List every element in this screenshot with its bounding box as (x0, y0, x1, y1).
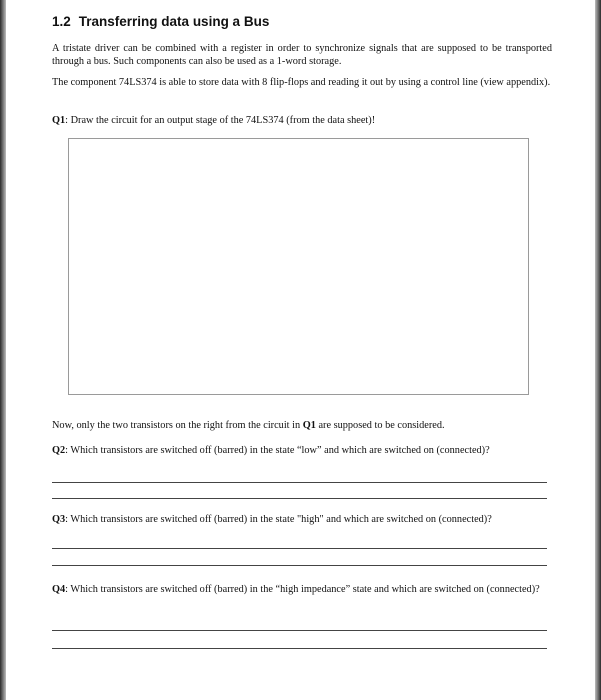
section-title: Transferring data using a Bus (78, 14, 270, 29)
note-text-after: are supposed to be considered. (315, 420, 445, 431)
q2-label: Q2 (52, 445, 66, 456)
q3-label: Q3 (52, 514, 66, 525)
q2-text: : Which transistors are switched off (barred) in the state “low” and which are switched on (connected)? (65, 445, 490, 456)
q3-answer-line-1[interactable] (52, 548, 547, 549)
page-frame-left (0, 0, 6, 700)
section-heading (52, 14, 269, 29)
note-paragraph (52, 419, 552, 433)
note-ref: Q1 (302, 420, 316, 431)
question-q4 (52, 583, 552, 597)
q1-answer-drawing-box[interactable] (68, 138, 529, 395)
q1-label: Q1 (52, 115, 66, 126)
q2-answer-line-1[interactable] (52, 482, 547, 483)
question-q3 (52, 513, 552, 527)
q1-text: : Draw the circuit for an output stage of the 74LS374 (from the data sheet)! (65, 115, 376, 126)
note-text-before: Now, only the two transistors on the right from the circuit in (52, 420, 303, 431)
question-q2 (52, 444, 552, 458)
q4-text: : Which transistors are switched off (barred) in the “high impedance” state and which are switched on (connected)? (65, 584, 540, 595)
q3-answer-line-2[interactable] (52, 565, 547, 566)
intro-paragraph-1: A tristate driver can be combined with a register in order to synchronize signals that are supposed to be transported through a bus. Such components can also be used as a 1-word storage. (52, 43, 552, 67)
intro-paragraph-2: The component 74LS374 is able to store data with 8 flip-flops and reading it out by using a control line (view appendix). (52, 77, 551, 88)
q4-label: Q4 (52, 584, 66, 595)
q4-answer-line-1[interactable] (52, 630, 547, 631)
q2-answer-line-2[interactable] (52, 498, 547, 499)
question-q1 (52, 114, 552, 128)
q4-answer-line-2[interactable] (52, 648, 547, 649)
q3-text: : Which transistors are switched off (barred) in the state "high" and which are switched on (connected)? (65, 514, 492, 525)
page-frame-right (595, 0, 601, 700)
section-number: 1.2 (52, 14, 71, 29)
